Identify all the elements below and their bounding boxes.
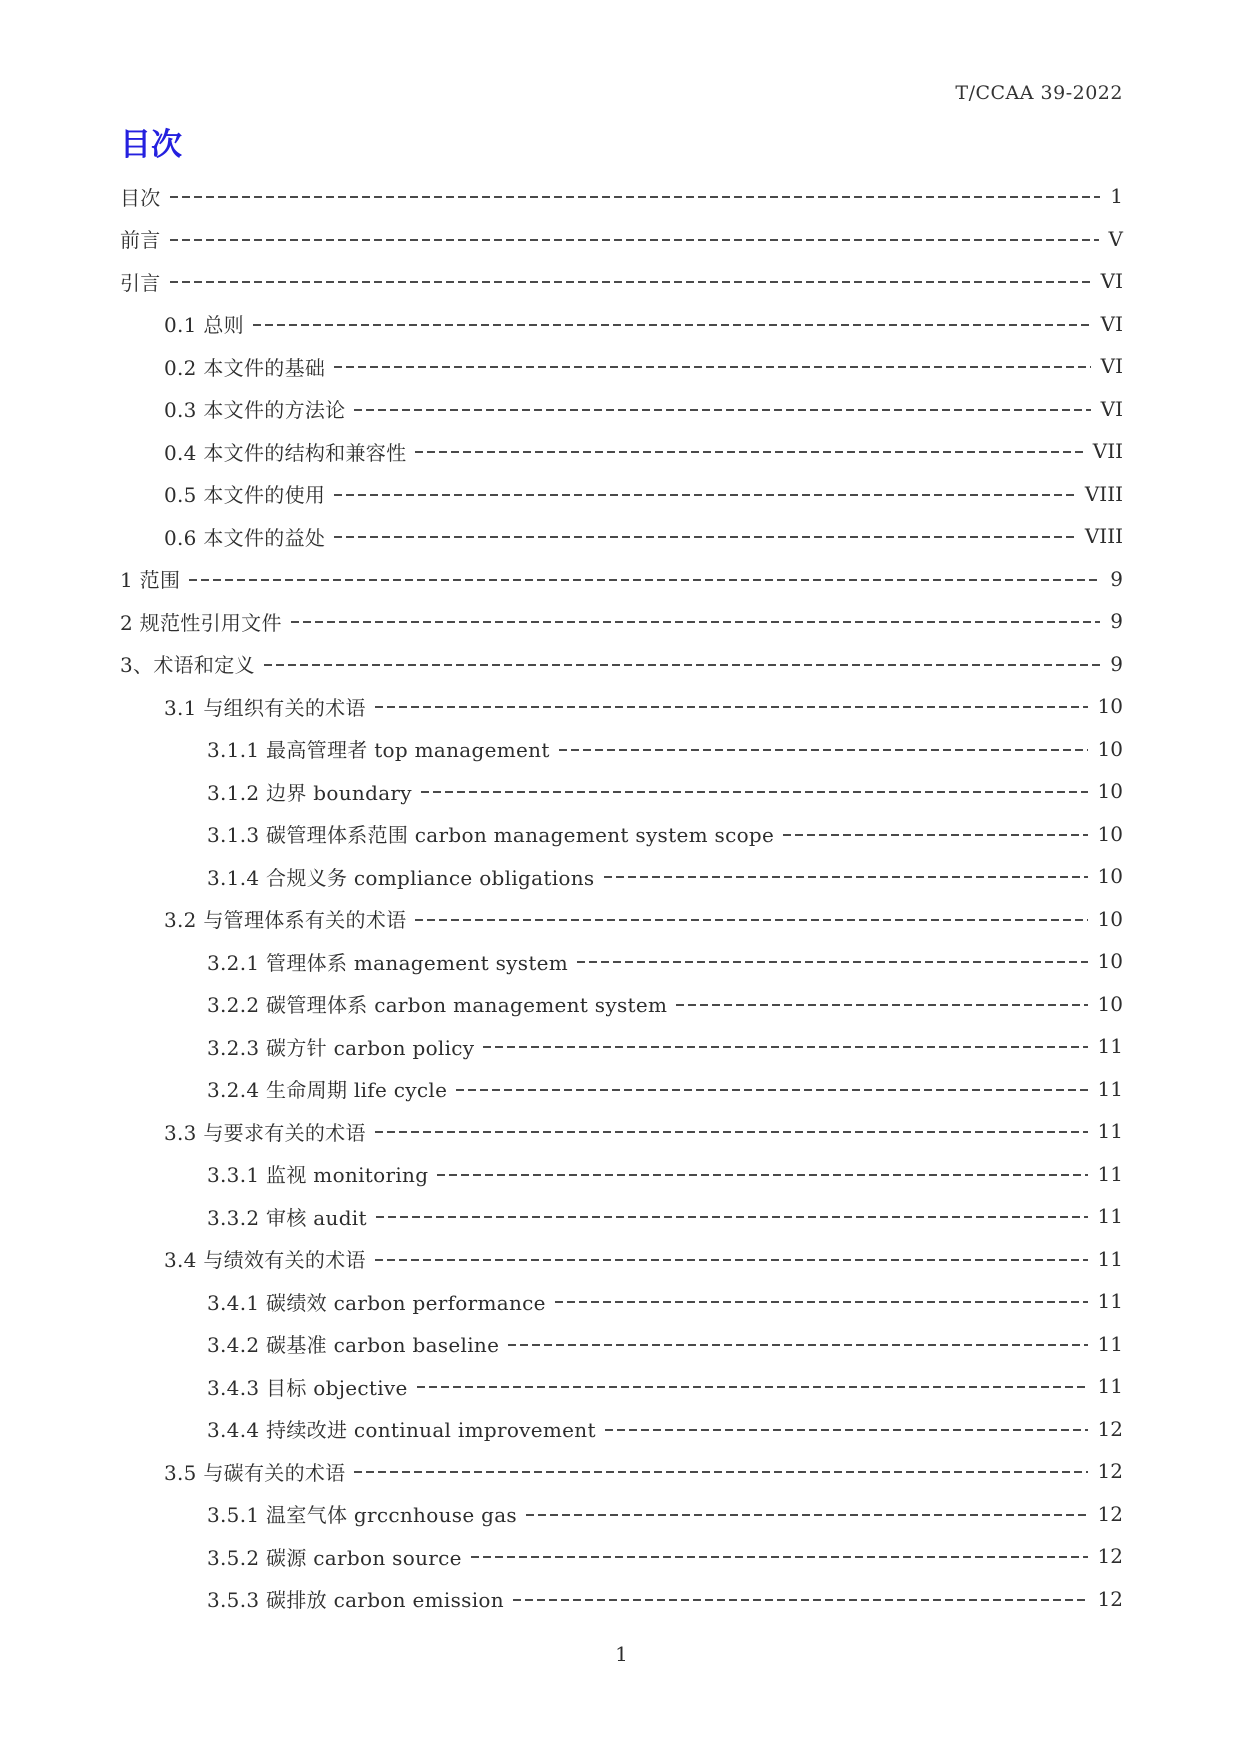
toc-leader-dashes (783, 834, 1087, 836)
toc-entry (120, 1280, 1123, 1323)
toc-entry-label: 3.1.4 合规义务 compliance obligations (207, 865, 595, 890)
toc-entry-page: 11 (1097, 1204, 1123, 1229)
toc-entry-label: 3.5.1 温室气体 grccnhouse gas (207, 1503, 517, 1528)
toc-entry-label: 目次 (120, 185, 161, 210)
toc-entry-page: 10 (1097, 949, 1123, 974)
toc-leader-dashes (375, 1131, 1088, 1133)
toc-entry-page: 11 (1097, 1161, 1123, 1186)
toc-entry-label: 2 规范性引用文件 (120, 610, 282, 635)
toc-entry-label: 3.2 与管理体系有关的术语 (164, 908, 407, 933)
toc-entry-page: VII (1092, 439, 1123, 464)
toc-entry (120, 813, 1123, 856)
toc-entry (120, 728, 1123, 771)
toc-entry-label: 0.4 本文件的结构和兼容性 (164, 440, 407, 465)
toc-entry (120, 345, 1123, 388)
toc-entry-page: 10 (1097, 906, 1123, 931)
toc-entry (120, 1408, 1123, 1451)
toc-entry-page: 10 (1097, 736, 1123, 761)
toc-entry-page: 11 (1097, 1331, 1123, 1356)
toc-entry-page: 10 (1097, 694, 1123, 719)
toc-entry-label: 0.2 本文件的基础 (164, 355, 326, 380)
toc-leader-dashes (676, 1004, 1087, 1006)
toc-entry (120, 1238, 1123, 1281)
toc-entry (120, 1493, 1123, 1536)
toc-entry (120, 473, 1123, 516)
toc-entry (120, 515, 1123, 558)
toc-leader-dashes (417, 1386, 1088, 1388)
toc-entry-label: 3.4.1 碳绩效 carbon performance (207, 1290, 546, 1315)
toc-entry (120, 1578, 1123, 1621)
toc-entry-page: VIII (1084, 481, 1123, 506)
toc-entry (120, 260, 1123, 303)
toc-leader-dashes (421, 791, 1088, 793)
toc-entry-page: 11 (1097, 1374, 1123, 1399)
toc-entry (120, 685, 1123, 728)
toc-entry (120, 1025, 1123, 1068)
toc-entry-label: 0.3 本文件的方法论 (164, 398, 346, 423)
toc-entry-label: 3.5.2 碳源 carbon source (207, 1545, 462, 1570)
toc-leader-dashes (170, 281, 1091, 283)
toc-leader-dashes (508, 1344, 1087, 1346)
toc-entry (120, 558, 1123, 601)
toc-entry-label: 3.5 与碳有关的术语 (164, 1460, 346, 1485)
toc-leader-dashes (354, 409, 1090, 411)
document-code: T/CCAA 39-2022 (955, 82, 1123, 104)
toc-entry (120, 430, 1123, 473)
toc-entry (120, 1450, 1123, 1493)
toc-entry-page: 12 (1097, 1459, 1123, 1484)
toc-leader-dashes (291, 621, 1100, 623)
toc-leader-dashes (415, 451, 1082, 453)
toc-entry-page: VI (1100, 269, 1123, 294)
toc-entry-page: 9 (1110, 609, 1123, 634)
toc-entry-page: 10 (1097, 991, 1123, 1016)
toc-entry-page: 1 (1110, 184, 1123, 209)
toc-entry-page: 10 (1097, 864, 1123, 889)
toc-leader-dashes (483, 1046, 1087, 1048)
toc-entry-label: 3.2.1 管理体系 management system (207, 950, 569, 975)
toc-entry (120, 303, 1123, 346)
toc-leader-dashes (170, 239, 1099, 241)
toc-entry-page: 11 (1097, 1246, 1123, 1271)
toc-entry (120, 388, 1123, 431)
toc-entry (120, 1110, 1123, 1153)
toc-leader-dashes (605, 1429, 1088, 1431)
toc-entry-label: 3.3 与要求有关的术语 (164, 1120, 366, 1145)
toc-entry-label: 0.5 本文件的使用 (164, 483, 326, 508)
toc-entry-label: 3.5.3 碳排放 carbon emission (207, 1588, 504, 1613)
toc-list (120, 175, 1123, 1620)
toc-entry-label: 3.4.4 持续改进 continual improvement (207, 1418, 596, 1443)
toc-entry (120, 1365, 1123, 1408)
toc-entry-label: 3.4.2 碳基准 carbon baseline (207, 1333, 500, 1358)
toc-entry-page: 11 (1097, 1076, 1123, 1101)
toc-entry (120, 940, 1123, 983)
toc-leader-dashes (513, 1599, 1088, 1601)
toc-entry-page: 9 (1110, 651, 1123, 676)
toc-entry (120, 643, 1123, 686)
toc-entry (120, 175, 1123, 218)
toc-leader-dashes (415, 919, 1087, 921)
toc-entry-label: 3、术语和定义 (120, 653, 255, 678)
toc-leader-dashes (170, 196, 1101, 198)
toc-entry (120, 1068, 1123, 1111)
toc-entry-label: 3.1.1 最高管理者 top management (207, 738, 550, 763)
toc-entry-page: 10 (1097, 821, 1123, 846)
toc-entry-label: 引言 (120, 270, 161, 295)
toc-entry (120, 898, 1123, 941)
toc-leader-dashes (577, 961, 1087, 963)
toc-entry-page: 11 (1097, 1289, 1123, 1314)
toc-entry (120, 1153, 1123, 1196)
toc-entry-page: VI (1100, 354, 1123, 379)
toc-entry (120, 1535, 1123, 1578)
toc-entry-page: VIII (1084, 524, 1123, 549)
toc-leader-dashes (334, 536, 1075, 538)
toc-entry-label: 3.2.2 碳管理体系 carbon management system (207, 993, 668, 1018)
toc-entry-label: 3.2.3 碳方针 carbon policy (207, 1035, 475, 1060)
toc-entry-label: 前言 (120, 228, 161, 253)
toc-leader-dashes (334, 366, 1090, 368)
toc-leader-dashes (559, 749, 1088, 751)
toc-entry (120, 983, 1123, 1026)
toc-leader-dashes (189, 579, 1100, 581)
toc-entry (120, 600, 1123, 643)
toc-leader-dashes (253, 324, 1091, 326)
toc-leader-dashes (526, 1514, 1088, 1516)
toc-entry-label: 3.2.4 生命周期 life cycle (207, 1078, 448, 1103)
toc-entry (120, 770, 1123, 813)
toc-entry-page: 10 (1097, 779, 1123, 804)
toc-entry-page: 11 (1097, 1119, 1123, 1144)
toc-entry-label: 3.1 与组织有关的术语 (164, 695, 366, 720)
toc-entry-label: 1 范围 (120, 568, 181, 593)
toc-entry-label: 3.1.2 边界 boundary (207, 780, 412, 805)
footer-page-number: 1 (615, 1642, 628, 1666)
toc-entry-page: 12 (1097, 1501, 1123, 1526)
page-title: 目次 (120, 127, 182, 163)
toc-leader-dashes (376, 1216, 1088, 1218)
toc-entry-page: 12 (1097, 1544, 1123, 1569)
toc-entry-label: 0.6 本文件的益处 (164, 525, 326, 550)
toc-entry (120, 855, 1123, 898)
toc-entry-page: 9 (1110, 566, 1123, 591)
toc-entry-page: VI (1100, 396, 1123, 421)
toc-leader-dashes (555, 1301, 1088, 1303)
toc-leader-dashes (264, 664, 1100, 666)
toc-entry-label: 3.3.2 审核 audit (207, 1205, 367, 1230)
toc-leader-dashes (471, 1556, 1088, 1558)
toc-entry-label: 3.1.3 碳管理体系范围 carbon management system scope (207, 823, 775, 848)
toc-leader-dashes (437, 1174, 1087, 1176)
toc-entry-label: 0.1 总则 (164, 313, 244, 338)
toc-leader-dashes (604, 876, 1088, 878)
toc-entry (120, 218, 1123, 261)
toc-entry-label: 3.4 与绩效有关的术语 (164, 1248, 366, 1273)
toc-entry-page: 12 (1097, 1416, 1123, 1441)
toc-leader-dashes (334, 494, 1075, 496)
toc-entry-page: 11 (1097, 1034, 1123, 1059)
toc-entry-page: VI (1100, 311, 1123, 336)
toc-entry-label: 3.3.1 监视 monitoring (207, 1163, 429, 1188)
toc-entry-page: 12 (1097, 1586, 1123, 1611)
toc-leader-dashes (375, 1259, 1088, 1261)
toc-entry-page: V (1108, 226, 1123, 251)
toc-entry (120, 1195, 1123, 1238)
toc-leader-dashes (375, 706, 1088, 708)
toc-entry-label: 3.4.3 目标 objective (207, 1375, 408, 1400)
toc-entry (120, 1323, 1123, 1366)
toc-leader-dashes (354, 1471, 1087, 1473)
toc-leader-dashes (456, 1089, 1087, 1091)
